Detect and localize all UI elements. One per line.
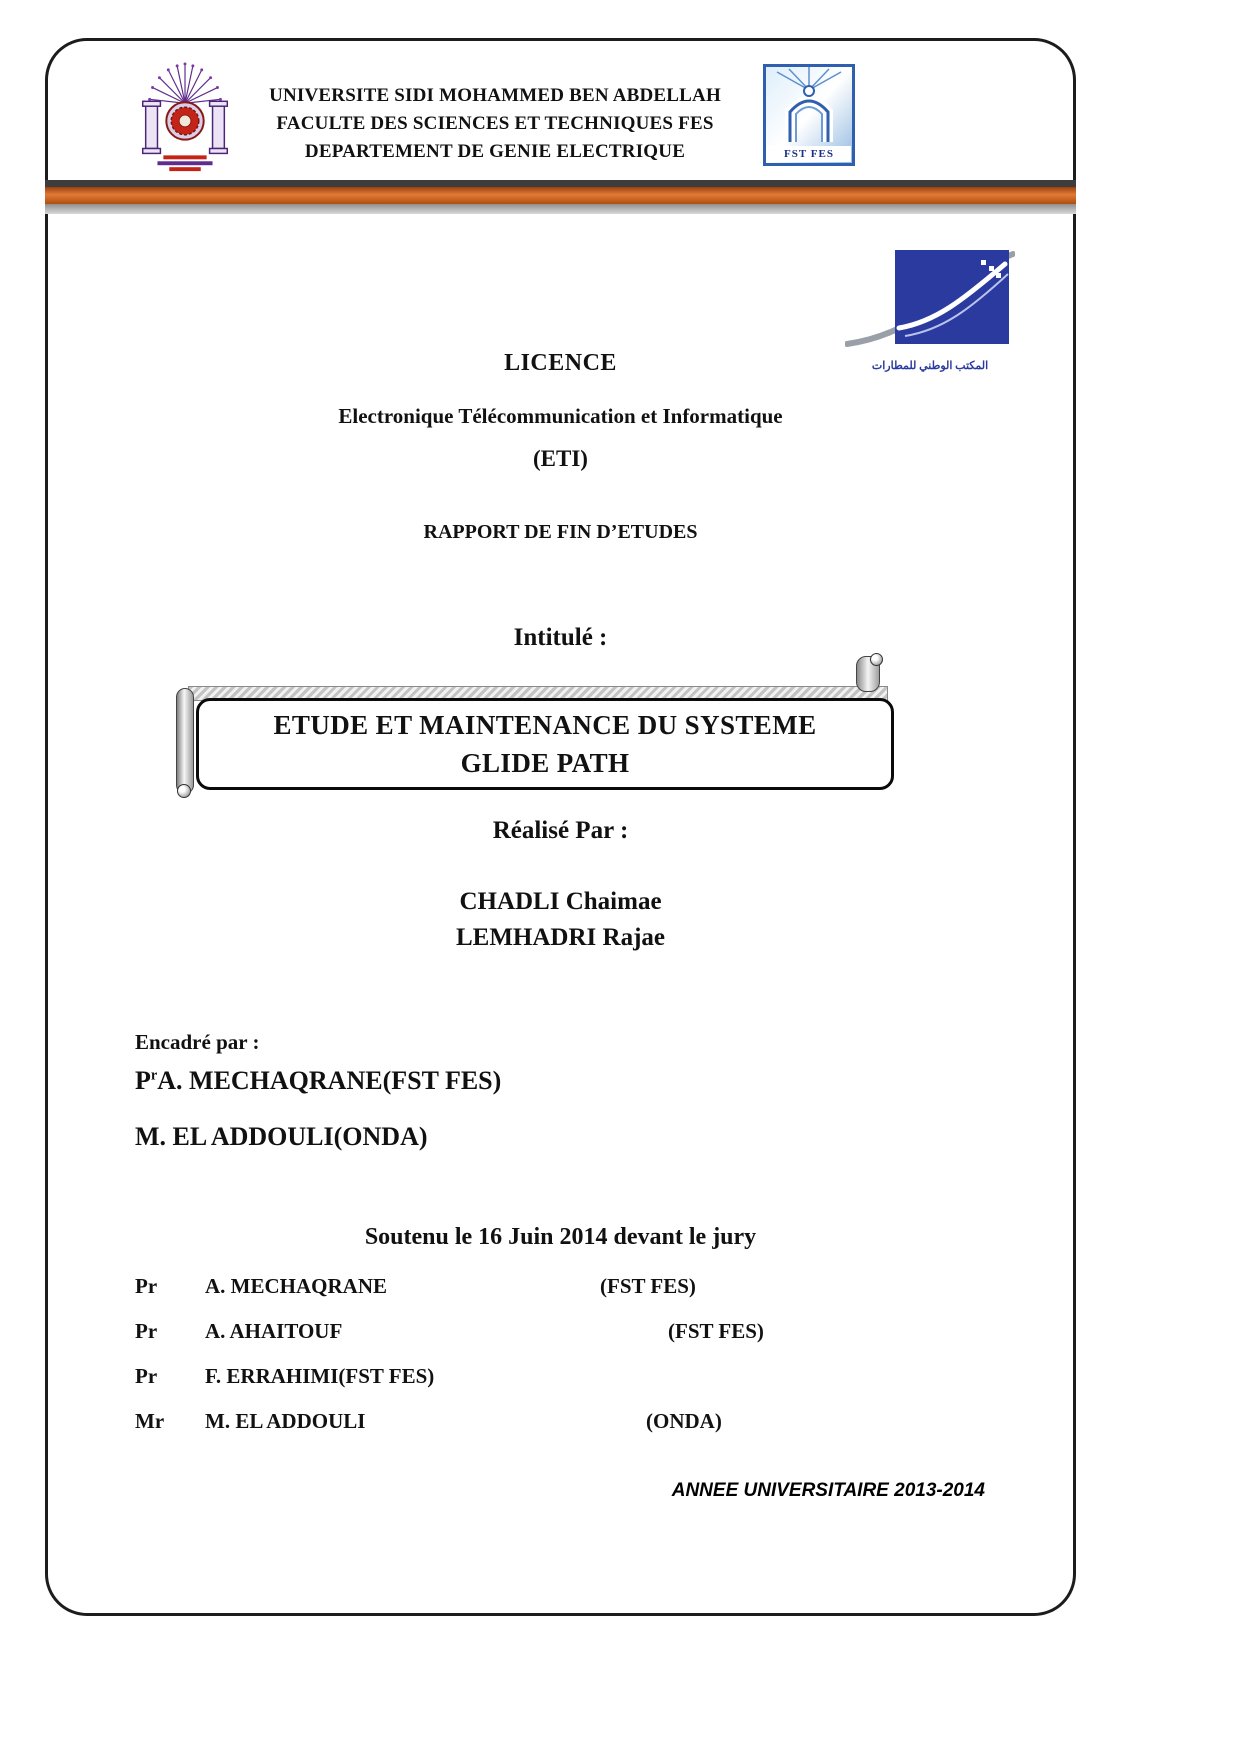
academic-year-line: ANNEE UNIVERSITAIRE 2013-2014 xyxy=(671,1480,985,1501)
separator-shadow-strip xyxy=(45,204,1076,214)
supervisor-prefix: P xyxy=(135,1066,151,1095)
jury-member-title: Pr xyxy=(135,1364,158,1388)
jury-row xyxy=(135,1409,1015,1454)
degree-abbreviation: (ETI) xyxy=(533,446,588,471)
fst-fes-logo xyxy=(763,64,855,166)
institution-header xyxy=(235,82,755,166)
jury-row xyxy=(135,1274,1015,1319)
supervisor-line xyxy=(135,1066,501,1096)
author-name: CHADLI Chaimae xyxy=(459,888,662,915)
report-type: RAPPORT DE FIN D’ETUDES xyxy=(423,521,698,543)
report-title-line1: ETUDE ET MAINTENANCE DU SYSTEME xyxy=(273,710,817,740)
defense-date-line: Soutenu le 16 Juin 2014 devant le jury xyxy=(364,1224,757,1250)
supervisor-superscript: r xyxy=(150,1067,158,1084)
jury-member-name: A. MECHAQRANE xyxy=(205,1274,387,1298)
jury-member-affiliation: (FST FES) xyxy=(668,1319,764,1343)
jury-member-name: F. ERRAHIMI(FST FES) xyxy=(205,1364,435,1388)
fst-fes-logo-caption: FST FES xyxy=(767,146,851,162)
jury-member-name: M. EL ADDOULI xyxy=(205,1409,366,1433)
report-title-line2: GLIDE PATH xyxy=(460,748,630,778)
supervisor-name: A. MECHAQRANE(FST FES) xyxy=(157,1066,502,1095)
degree-level: LICENCE xyxy=(504,350,617,376)
supervisor-name: M. EL ADDOULI(ONDA) xyxy=(135,1122,428,1151)
title-label: Intitulé : xyxy=(513,624,608,651)
separator-orange-strip xyxy=(45,187,1076,204)
jury-member-title: Mr xyxy=(135,1409,165,1433)
author-name: LEMHADRI Rajae xyxy=(455,924,665,951)
title-scroll-banner xyxy=(172,652,912,800)
university-emblem-icon xyxy=(133,60,238,178)
scroll-left-curl xyxy=(176,688,194,794)
degree-program: Electronique Télécommunication et Informatique xyxy=(338,404,783,428)
university-emblem-logo xyxy=(133,60,238,178)
authors-label: Réalisé Par : xyxy=(492,817,629,844)
department-name: DEPARTEMENT DE GENIE ELECTRIQUE xyxy=(304,141,686,162)
onda-arabic-caption: المكتب الوطني للمطارات xyxy=(871,360,989,372)
onda-logo-icon xyxy=(845,248,1015,352)
report-title-box xyxy=(196,698,894,790)
jury-list xyxy=(135,1274,1015,1454)
scroll-right-curl xyxy=(856,656,880,692)
jury-member-affiliation: (ONDA) xyxy=(646,1409,722,1433)
jury-row xyxy=(135,1364,1015,1409)
header-separator-bar xyxy=(45,180,1076,214)
separator-dark-strip xyxy=(45,180,1076,187)
jury-row xyxy=(135,1319,1015,1364)
jury-member-name: A. AHAITOUF xyxy=(205,1319,343,1343)
university-name: UNIVERSITE SIDI MOHAMMED BEN ABDELLAH xyxy=(269,85,721,106)
supervisor-line xyxy=(135,1122,428,1152)
jury-member-affiliation: (FST FES) xyxy=(600,1274,696,1298)
jury-member-title: Pr xyxy=(135,1274,158,1298)
faculty-name: FACULTE DES SCIENCES ET TECHNIQUES FES xyxy=(276,113,714,134)
authors-list xyxy=(45,884,1076,956)
jury-member-title: Pr xyxy=(135,1319,158,1343)
supervisors-label: Encadré par : xyxy=(135,1030,260,1054)
